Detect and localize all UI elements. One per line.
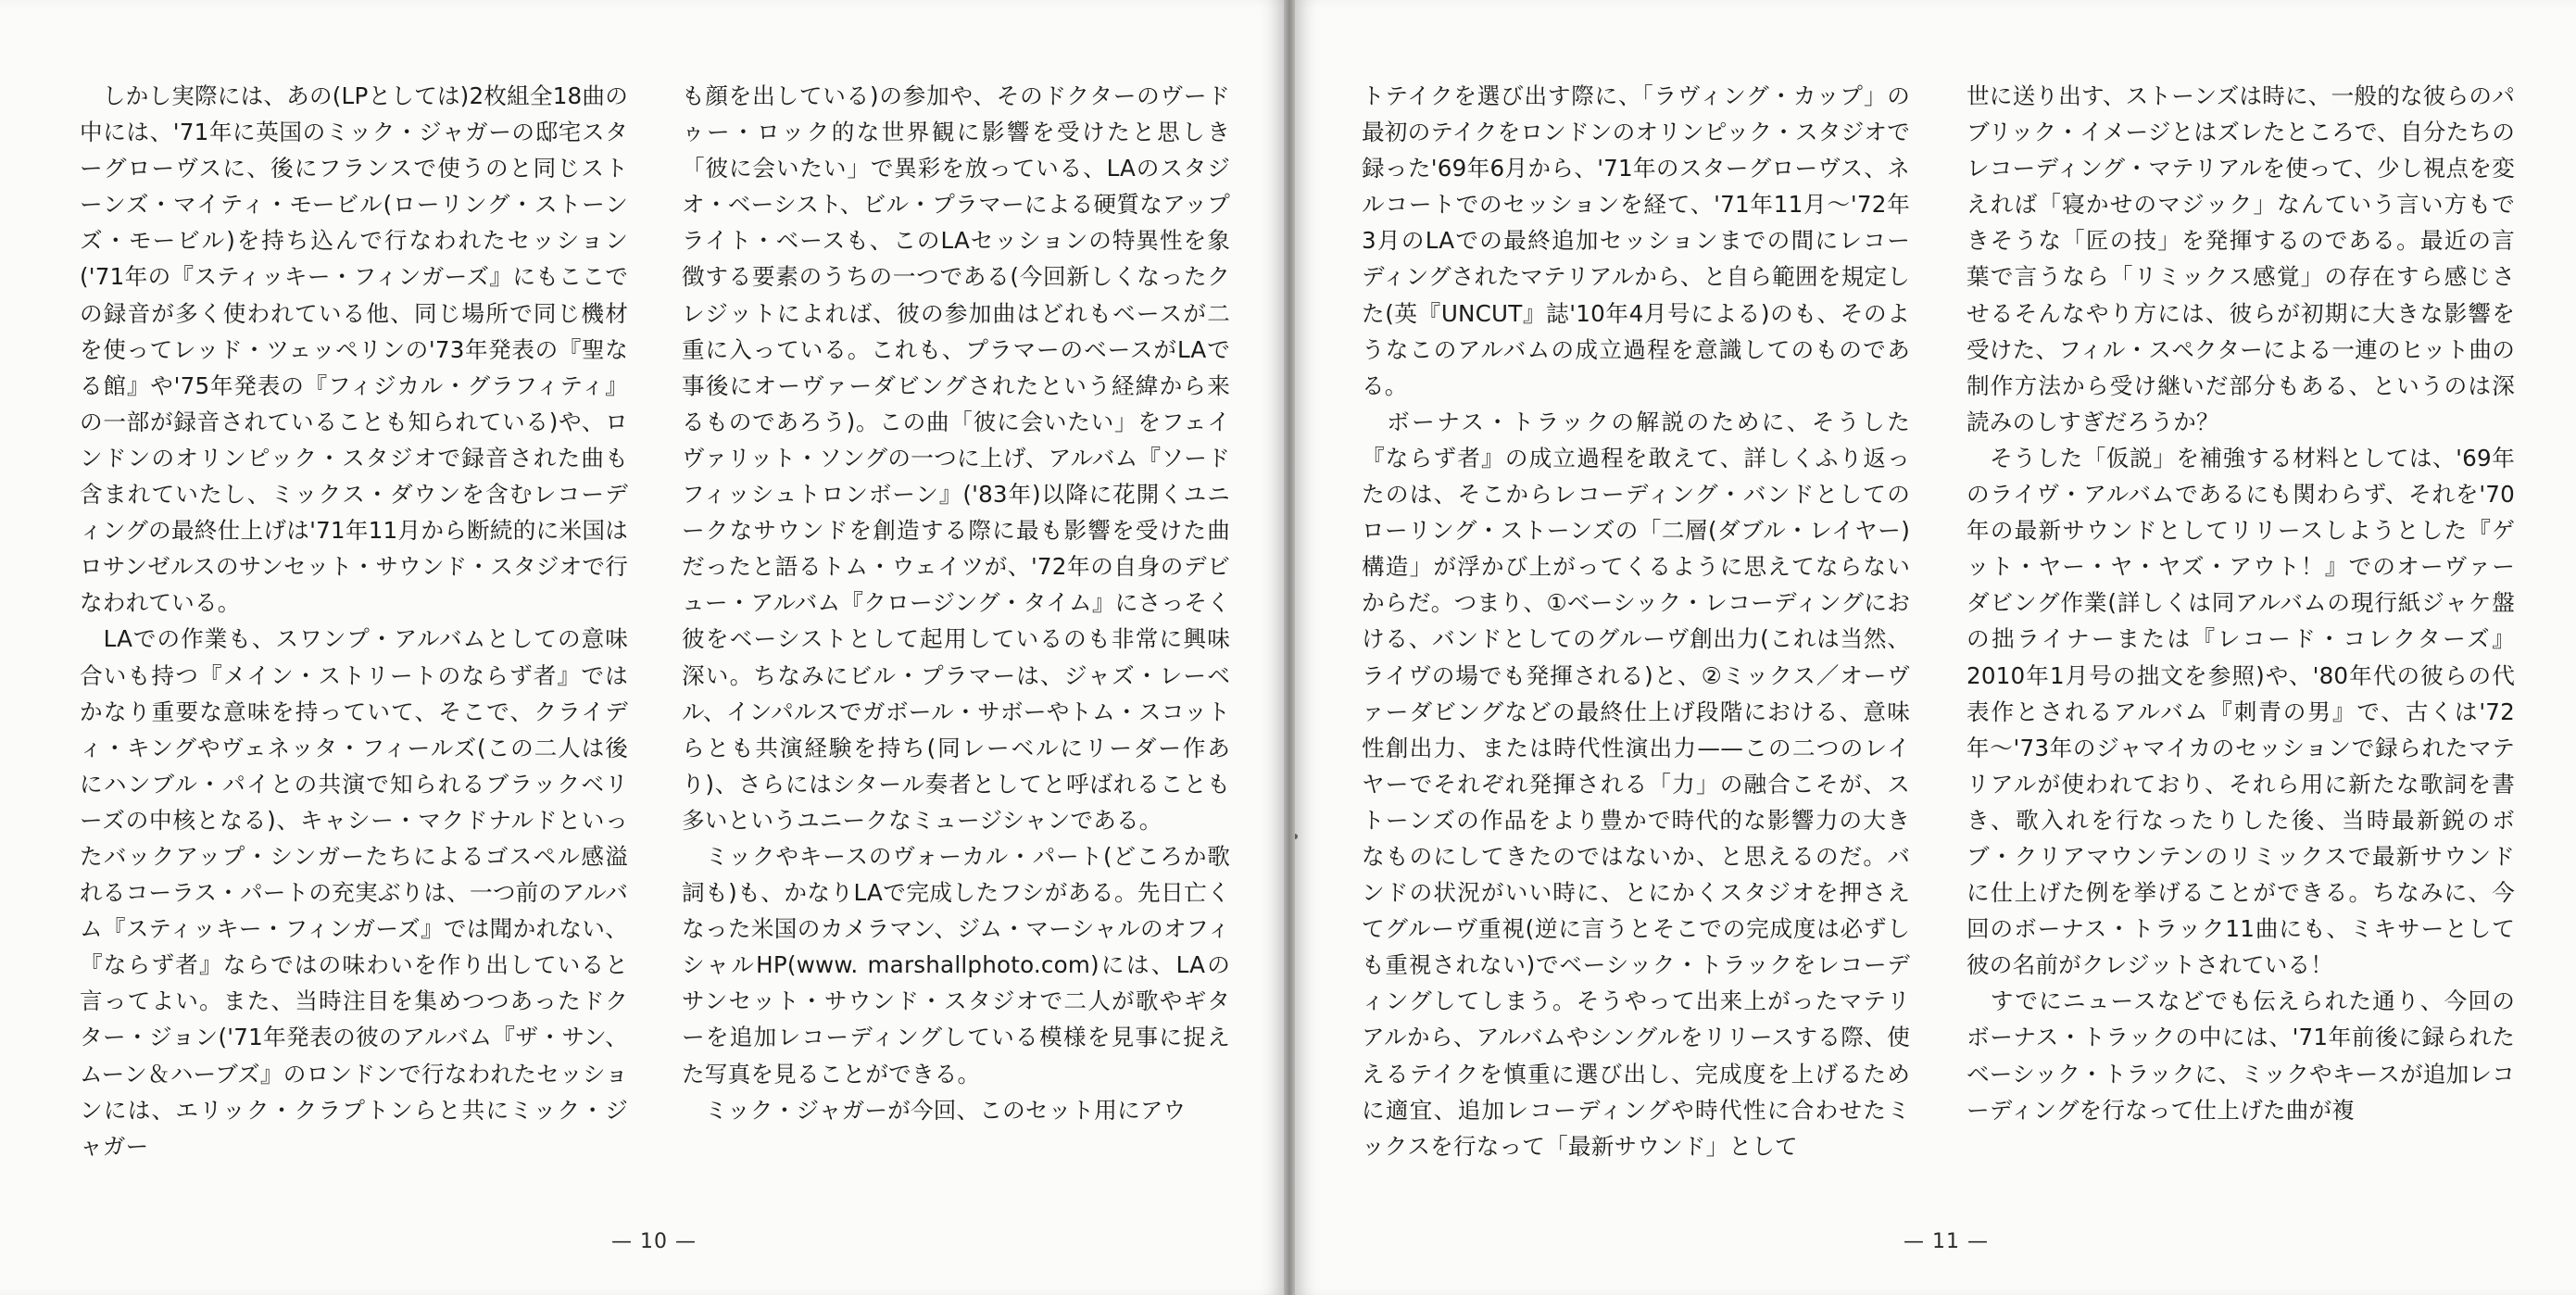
paragraph: しかし実際には、あの(LPとしては)2枚組全18曲の中には、'71年に英国のミック・ジャガーの邸宅スターグローヴスに、後にフランスで使うのと同じストーンズ・マイティ・モービル(ローリング・ストーンズ・モービル)を持ち込んで行なわれたセッション('71年の『スティッキー・フィンガーズ』にもここでの録音が多く使われている他、同じ場所で同じ機材を使ってレッド・ツェッペリンの'73年発表の『聖なる館』や'75年発表の『フィジカル・グラフィティ』の一部が録音されていることも知られている)や、ロンドンのオリンピック・スタジオで録音された曲も含まれていたし、ミックス・ダウンを含むレコーディングの最終仕上げは'71年11月から断続的に米国はロサンゼルスのサンセット・サウンド・スタジオで行なわれている。: [80, 82, 628, 617]
paragraph: ミックやキースのヴォーカル・パート(どころか歌詞も)も、かなりLAで完成したフシがある。先日亡くなった米国のカメラマン、ジム・マーシャルのオフィシャルHP(www. marshallphoto.com)には、LAのサンセット・サウンド・スタジオで二人が歌やギターを追加レコーディングしている模様を見事に捉えた写真を見ることができる。: [682, 842, 1230, 1088]
paragraph: ボーナス・トラックの解説のために、そうした『ならず者』の成立過程を敢えて、詳しくふり返ったのは、そこからレコーディング・バンドとしてのローリング・ストーンズの「二層(ダブル・レイヤー)構造」が浮かび上がってくるように思えてならないからだ。つまり、①ベーシック・レコーディングにおける、バンドとしてのグルーヴ創出力(これは当然、ライヴの場でも発揮される)と、②ミックス／オーヴァーダビングなどの最終仕上げ段階における、意味性創出力、または時代性演出力——この二つのレイヤーでそれぞれ発揮される「力」の融合こそが、ストーンズの作品をより豊かで時代的な影響力の大きなものにしてきたのではないか、と思えるのだ。バンドの状況がいい時に、とにかくスタジオを押さえてグルーヴ重視(逆に言うとそこでの完成度は必ずしも重視されない)でベーシック・トラックをレコーディングしてしまう。そうやって出来上がったマテリアルから、アルバムやシングルをリリースする際、使えるテイクを慎重に選び出し、完成度を上げるために適宜、追加レコーディングや時代性に合わせたミックスを行なって「最新サウンド」として: [1362, 408, 1910, 1160]
paragraph: も顔を出している)の参加や、そのドクターのヴードゥー・ロック的な世界観に影響を受けたと思しき「彼に会いたい」で異彩を放っている、LAのスタジオ・ベーシスト、ビル・プラマーによる硬質なアップライト・ベースも、このLAセッションの特異性を象徴する要素のうちの一つである(今回新しくなったクレジットによれば、彼の参加曲はどれもベースが二重に入っている。これも、プラマーのベースがLAで事後にオーヴァーダビングされたという経緯から来るものであろう)。この曲「彼に会いたい」をフェイヴァリット・ソングの一つに上げ、アルバム『ソードフィッシュトロンボーン』('83年)以降に花開くユニークなサウンドを創造する際に最も影響を受けた曲だったと語るトム・ウェイツが、'72年の自身のデビュー・アルバム『クロージング・タイム』にさっそく彼をベーシストとして起用しているのも非常に興味深い。ちなみにビル・プラマーは、ジャズ・レーベル、インパルスでガボール・サボーやトム・スコットらとも共演経験を持ち(同レーベルにリーダー作あり)、さらにはシタール奏者としてと呼ばれることも多いというユニークなミュージシャンである。: [682, 82, 1230, 834]
left-page: [0, 0, 1284, 1295]
paragraph: すでにニュースなどでも伝えられた通り、今回のボーナス・トラックの中には、'71年前後に録られたベーシック・トラックに、ミックやキースが追加レコーディングを行なって仕上げた曲が複: [1967, 987, 2515, 1124]
right-column-1: [1362, 78, 1910, 1164]
right-column-2: [1967, 78, 2515, 1128]
paragraph: ミック・ジャガーが今回、このセット用にアウ: [682, 1096, 1187, 1124]
staple-mark: [1295, 834, 1298, 839]
page-number: — 10 —: [611, 1230, 697, 1253]
page-number: — 11 —: [1904, 1230, 1989, 1253]
paragraph: LAでの作業も、スワンプ・アルバムとしての意味合いも持つ『メイン・ストリートのならず者』ではかなり重要な意味を持っていて、そこで、クライディ・キングやヴェネッタ・フィールズ(この二人は後にハンブル・パイとの共演で知られるブラックベリーズの中核となる)、キャシー・マクドナルドといったバックアップ・シンガーたちによるゴスペル感溢れるコーラス・パートの充実ぶりは、一つ前のアルバム『スティッキー・フィンガーズ』では聞かれない、『ならず者』ならではの味わいを作り出していると言ってよい。また、当時注目を集めつつあったドクター・ジョン('71年発表の彼のアルバム『ザ・サン、ムーン＆ハーブズ』のロンドンで行なわれたセッションには、エリック・クラプトンらと共にミック・ジャガー: [80, 625, 628, 1160]
staple-marks: [1295, 834, 1298, 839]
left-column-2: [682, 78, 1230, 1128]
paragraph: 世に送り出す、ストーンズは時に、一般的な彼らのパブリック・イメージとはズレたところで、自分たちのレコーディング・マテリアルを使って、少し視点を変えれば「寝かせのマジック」なんていう言い方もできそうな「匠の技」を発揮するのである。最近の言葉で言うなら「リミックス感覚」の存在すら感じさせるそんなやり方には、彼らが初期に大きな影響を受けた、フィル・スペクターによる一連のヒット曲の制作方法から受け継いだ部分もある、というのは深読みのしすぎだろうか？: [1967, 82, 2515, 435]
binding-gutter: [1284, 0, 1295, 1295]
paragraph: トテイクを選び出す際に、「ラヴィング・カップ」の最初のテイクをロンドンのオリンピック・スタジオで録った'69年6月から、'71年のスターグローヴス、ネルコートでのセッションを経て、'71年11月〜'72年3月のLAでの最終追加セッションまでの間にレコーディングされたマテリアルから、と自ら範囲を規定した(英『UNCUT』誌'10年4月号による)のも、そのようなこのアルバムの成立過程を意識してのものである。: [1362, 82, 1910, 399]
left-column-1: [80, 78, 628, 1164]
paragraph: そうした「仮説」を補強する材料としては、'69年のライヴ・アルバムであるにも関わらず、それを'70年の最新サウンドとしてリリースしようとした『ゲット・ヤー・ヤ・ヤズ・アウト！』でのオーヴァーダビング作業(詳しくは同アルバムの現行紙ジャケ盤の拙ライナーまたは『レコード・コレクターズ』2010年1月号の拙文を参照)や、'80年代の彼らの代表作とされるアルバム『刺青の男』で、古くは'72年〜'73年のジャマイカのセッションで録られたマテリアルが使われており、それら用に新たな歌詞を書き、歌入れを行なったりした後、当時最新鋭のボブ・クリアマウンテンのリミックスで最新サウンドに仕上げた例を挙げることができる。ちなみに、今回のボーナス・トラック11曲にも、ミキサーとして彼の名前がクレジットされている！: [1967, 444, 2515, 979]
right-page: [1295, 0, 2576, 1295]
